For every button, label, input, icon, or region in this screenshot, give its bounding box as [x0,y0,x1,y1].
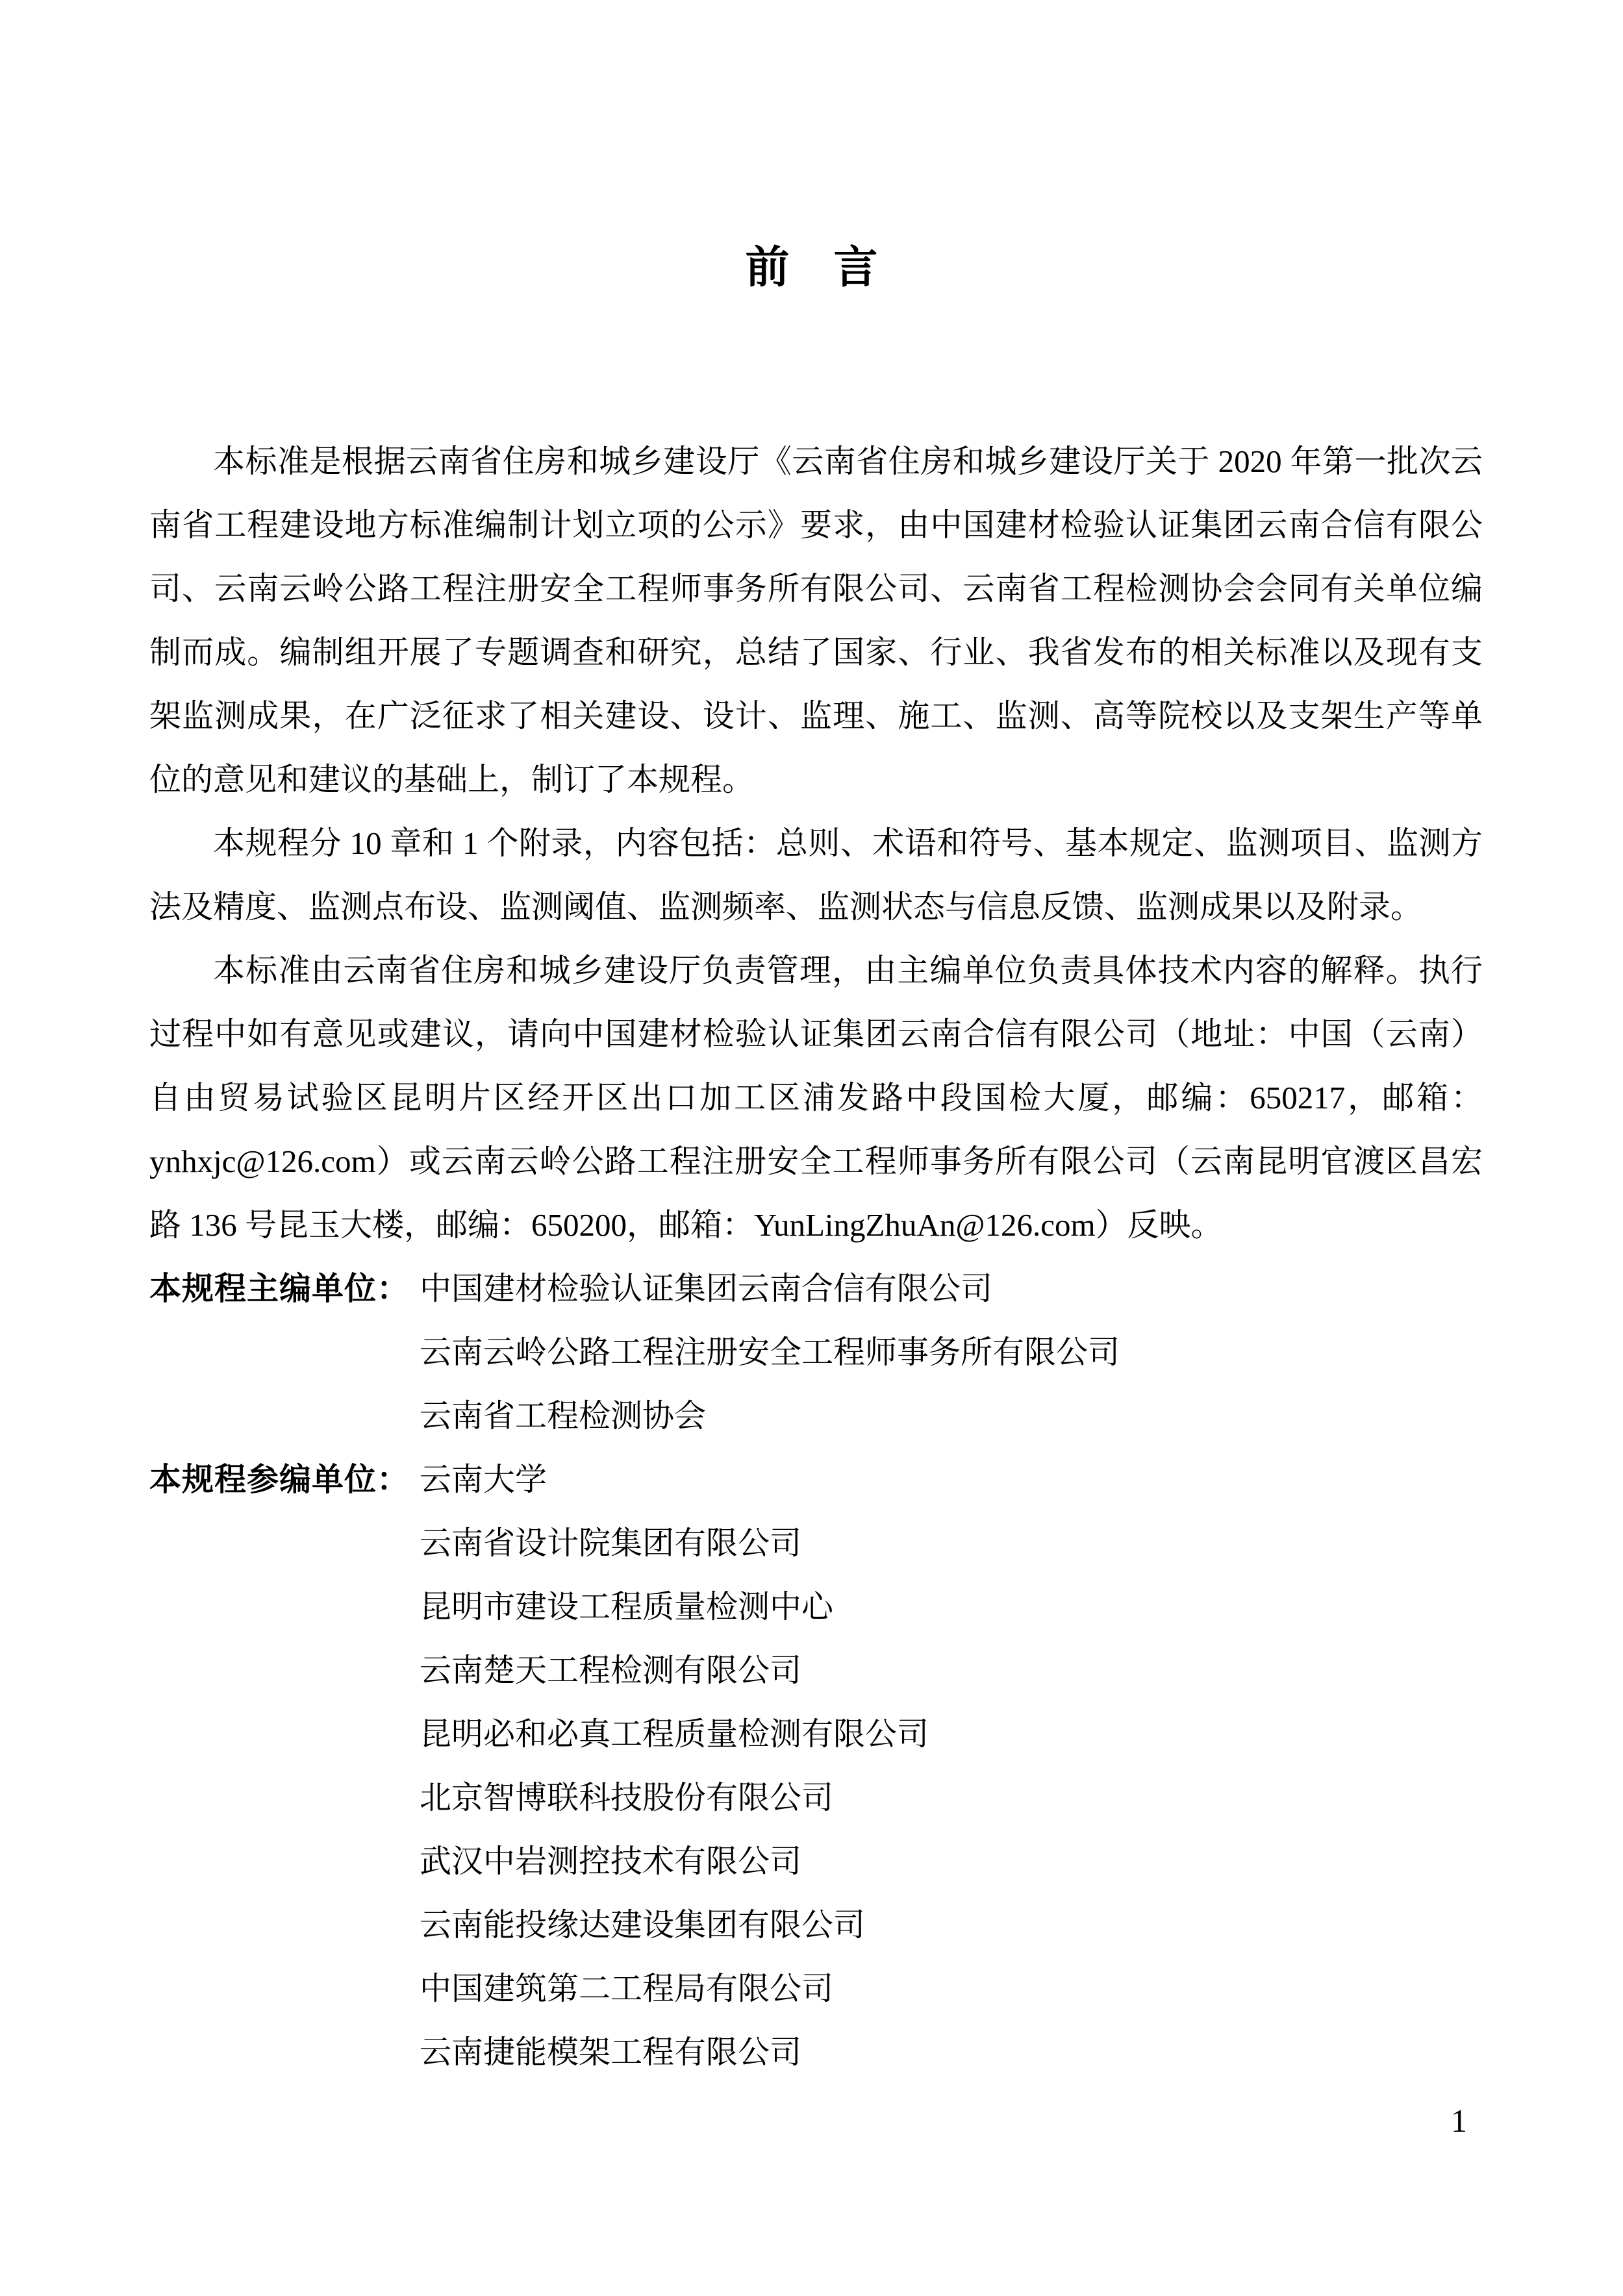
org-item: 云南省工程检测协会 [420,1398,707,1434]
org-item: 云南云岭公路工程注册安全工程师事务所有限公司 [420,1334,1120,1370]
chief-editor-units-row [149,1257,1483,1448]
org-item: 云南捷能模架工程有限公司 [420,2034,802,2070]
org-item: 云南楚天工程检测有限公司 [420,1653,802,1688]
org-item: 北京智博联科技股份有限公司 [420,1780,834,1816]
page-number: 1 [1451,2103,1467,2139]
org-item: 昆明市建设工程质量检测中心 [420,1589,834,1625]
participating-units-label: 本规程参编单位： [149,1462,410,1497]
org-item: 云南省设计院集团有限公司 [420,1525,802,1561]
participating-org-list [420,1448,1483,2084]
preface-content [149,430,1483,2084]
org-item: 中国建筑第二工程局有限公司 [420,1971,834,2006]
chief-editor-units-label: 本规程主编单位： [149,1271,410,1306]
page-title: 前 言 [745,243,878,292]
preface-paragraph-3: 本标准由云南省住房和城乡建设厅负责管理，由主编单位负责具体技术内容的解释。执行过程中如有意见或建议，请向中国建材检验认证集团云南合信有限公司（地址：中国（云南）自由贸易试验区昆明片区经开区出口加工区浦发路中段国检大厦，邮编：650217，邮箱：ynhxjc@126.com）或云南云岭公路工程注册安全工程师事务所有限公司（云南昆明官渡区昌宏路 136 号昆玉大楼，邮编：650200，邮箱：YunLingZhuAn@126.com）反映。 [149,953,1483,1243]
participating-units-row [149,1448,1483,2084]
preface-paragraph-2: 本规程分 10 章和 1 个附录，内容包括：总则、术语和符号、基本规定、监测项目、监测方法及精度、监测点布设、监测阈值、监测频率、监测状态与信息反馈、监测成果以及附录。 [149,825,1483,925]
org-item: 昆明必和必真工程质量检测有限公司 [420,1716,929,1752]
chief-editor-org-list [420,1257,1483,1448]
org-item: 武汉中岩测控技术有限公司 [420,1843,802,1879]
org-item: 云南大学 [420,1462,547,1497]
org-item: 中国建材检验认证集团云南合信有限公司 [420,1271,993,1306]
org-item: 云南能投缘达建设集团有限公司 [420,1907,866,1943]
preface-paragraph-1: 本标准是根据云南省住房和城乡建设厅《云南省住房和城乡建设厅关于 2020 年第一批次云南省工程建设地方标准编制计划立项的公示》要求，由中国建材检验认证集团云南合信有限公司、云南云岭公路工程注册安全工程师事务所有限公司、云南省工程检测协会会同有关单位编制而成。编制组开展了专题调查和研究，总结了国家、行业、我省发布的相关标准以及现有支架监测成果，在广泛征求了相关建设、设计、监理、施工、监测、高等院校以及支架生产等单位的意见和建议的基础上，制订了本规程。 [149,443,1483,797]
